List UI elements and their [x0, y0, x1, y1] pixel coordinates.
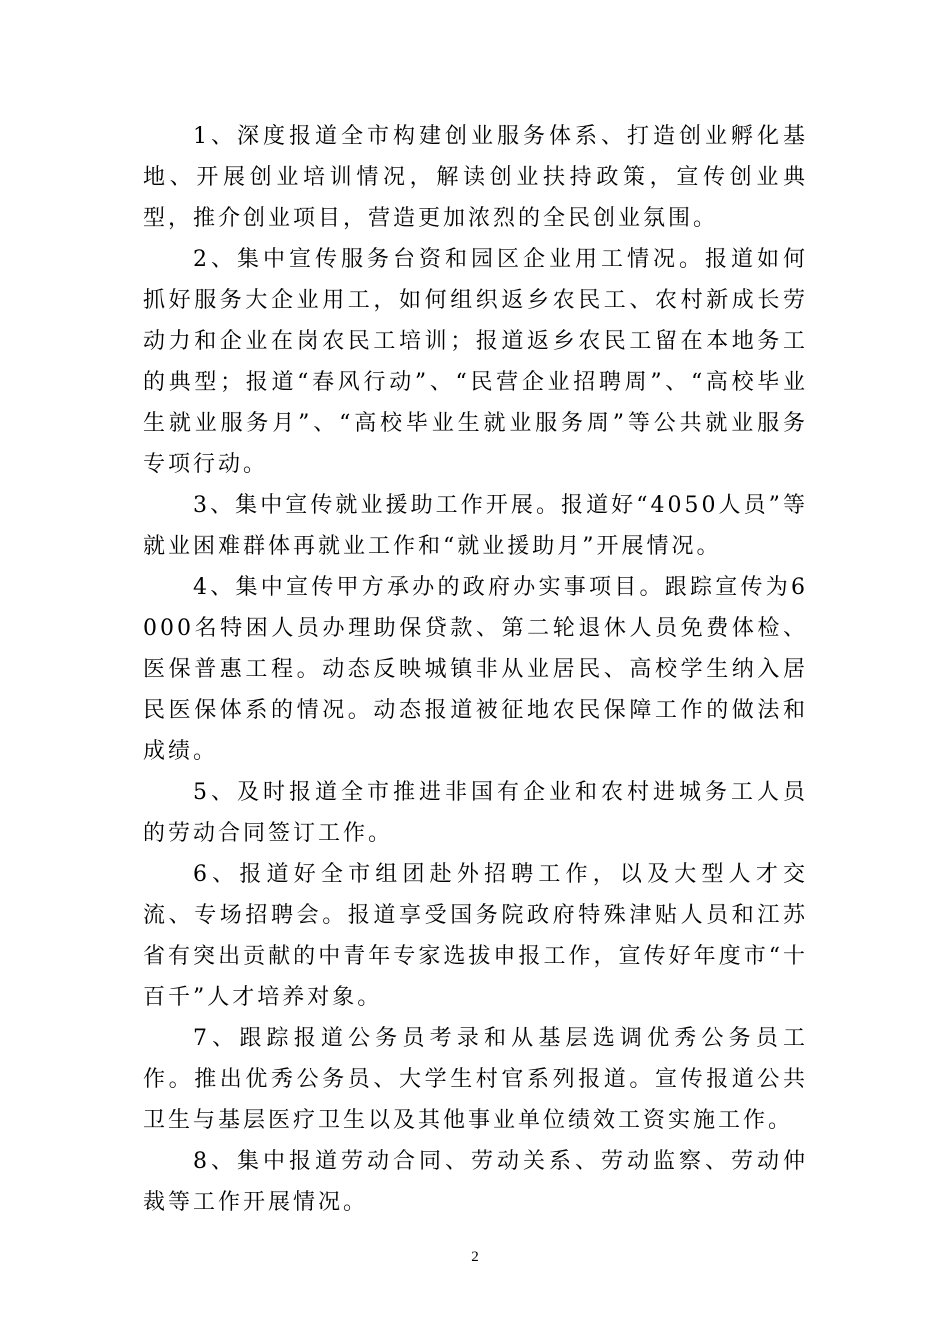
paragraph-item-5: 5、及时报道全市推进非国有企业和农村进城务工人员的劳动合同签订工作。: [143, 780, 808, 846]
paragraph-item-4: 4、集中宣传甲方承办的政府办实事项目。跟踪宣传为6000名特困人员办理助保贷款、第二轮退休人员免费体检、医保普惠工程。动态反映城镇非从业居民、高校学生纳入居民医保体系的情况。动态报道被征地农民保障工作的做法和成绩。: [143, 575, 808, 764]
paragraph-item-2: 2、集中宣传服务台资和园区企业用工情况。报道如何抓好服务大企业用工，如何组织返乡农民工、农村新成长劳动力和企业在岗农民工培训；报道返乡农民工留在本地务工的典型；报道“春风行动”、“民营企业招聘周”、“高校毕业生就业服务月”、“高校毕业生就业服务周”等公共就业服务专项行动。: [143, 247, 808, 477]
paragraph-item-6: 6、报道好全市组团赴外招聘工作，以及大型人才交流、专场招聘会。报道享受国务院政府特殊津贴人员和江苏省有突出贡献的中青年专家选拔申报工作，宣传好年度市“十百千”人才培养对象。: [143, 862, 808, 1010]
document-body: [143, 116, 808, 1223]
paragraph-item-8: 8、集中报道劳动合同、劳动关系、劳动监察、劳动仲裁等工作开展情况。: [143, 1149, 808, 1215]
page-number: 2: [471, 1249, 479, 1265]
paragraph-item-7: 7、跟踪报道公务员考录和从基层选调优秀公务员工作。推出优秀公务员、大学生村官系列报道。宣传报道公共卫生与基层医疗卫生以及其他事业单位绩效工资实施工作。: [143, 1026, 808, 1133]
paragraph-item-3: 3、集中宣传就业援助工作开展。报道好“4050人员”等就业困难群体再就业工作和“就业援助月”开展情况。: [143, 493, 808, 559]
paragraph-item-1: 1、深度报道全市构建创业服务体系、打造创业孵化基地、开展创业培训情况，解读创业扶持政策，宣传创业典型，推介创业项目，营造更加浓烈的全民创业氛围。: [143, 124, 808, 231]
